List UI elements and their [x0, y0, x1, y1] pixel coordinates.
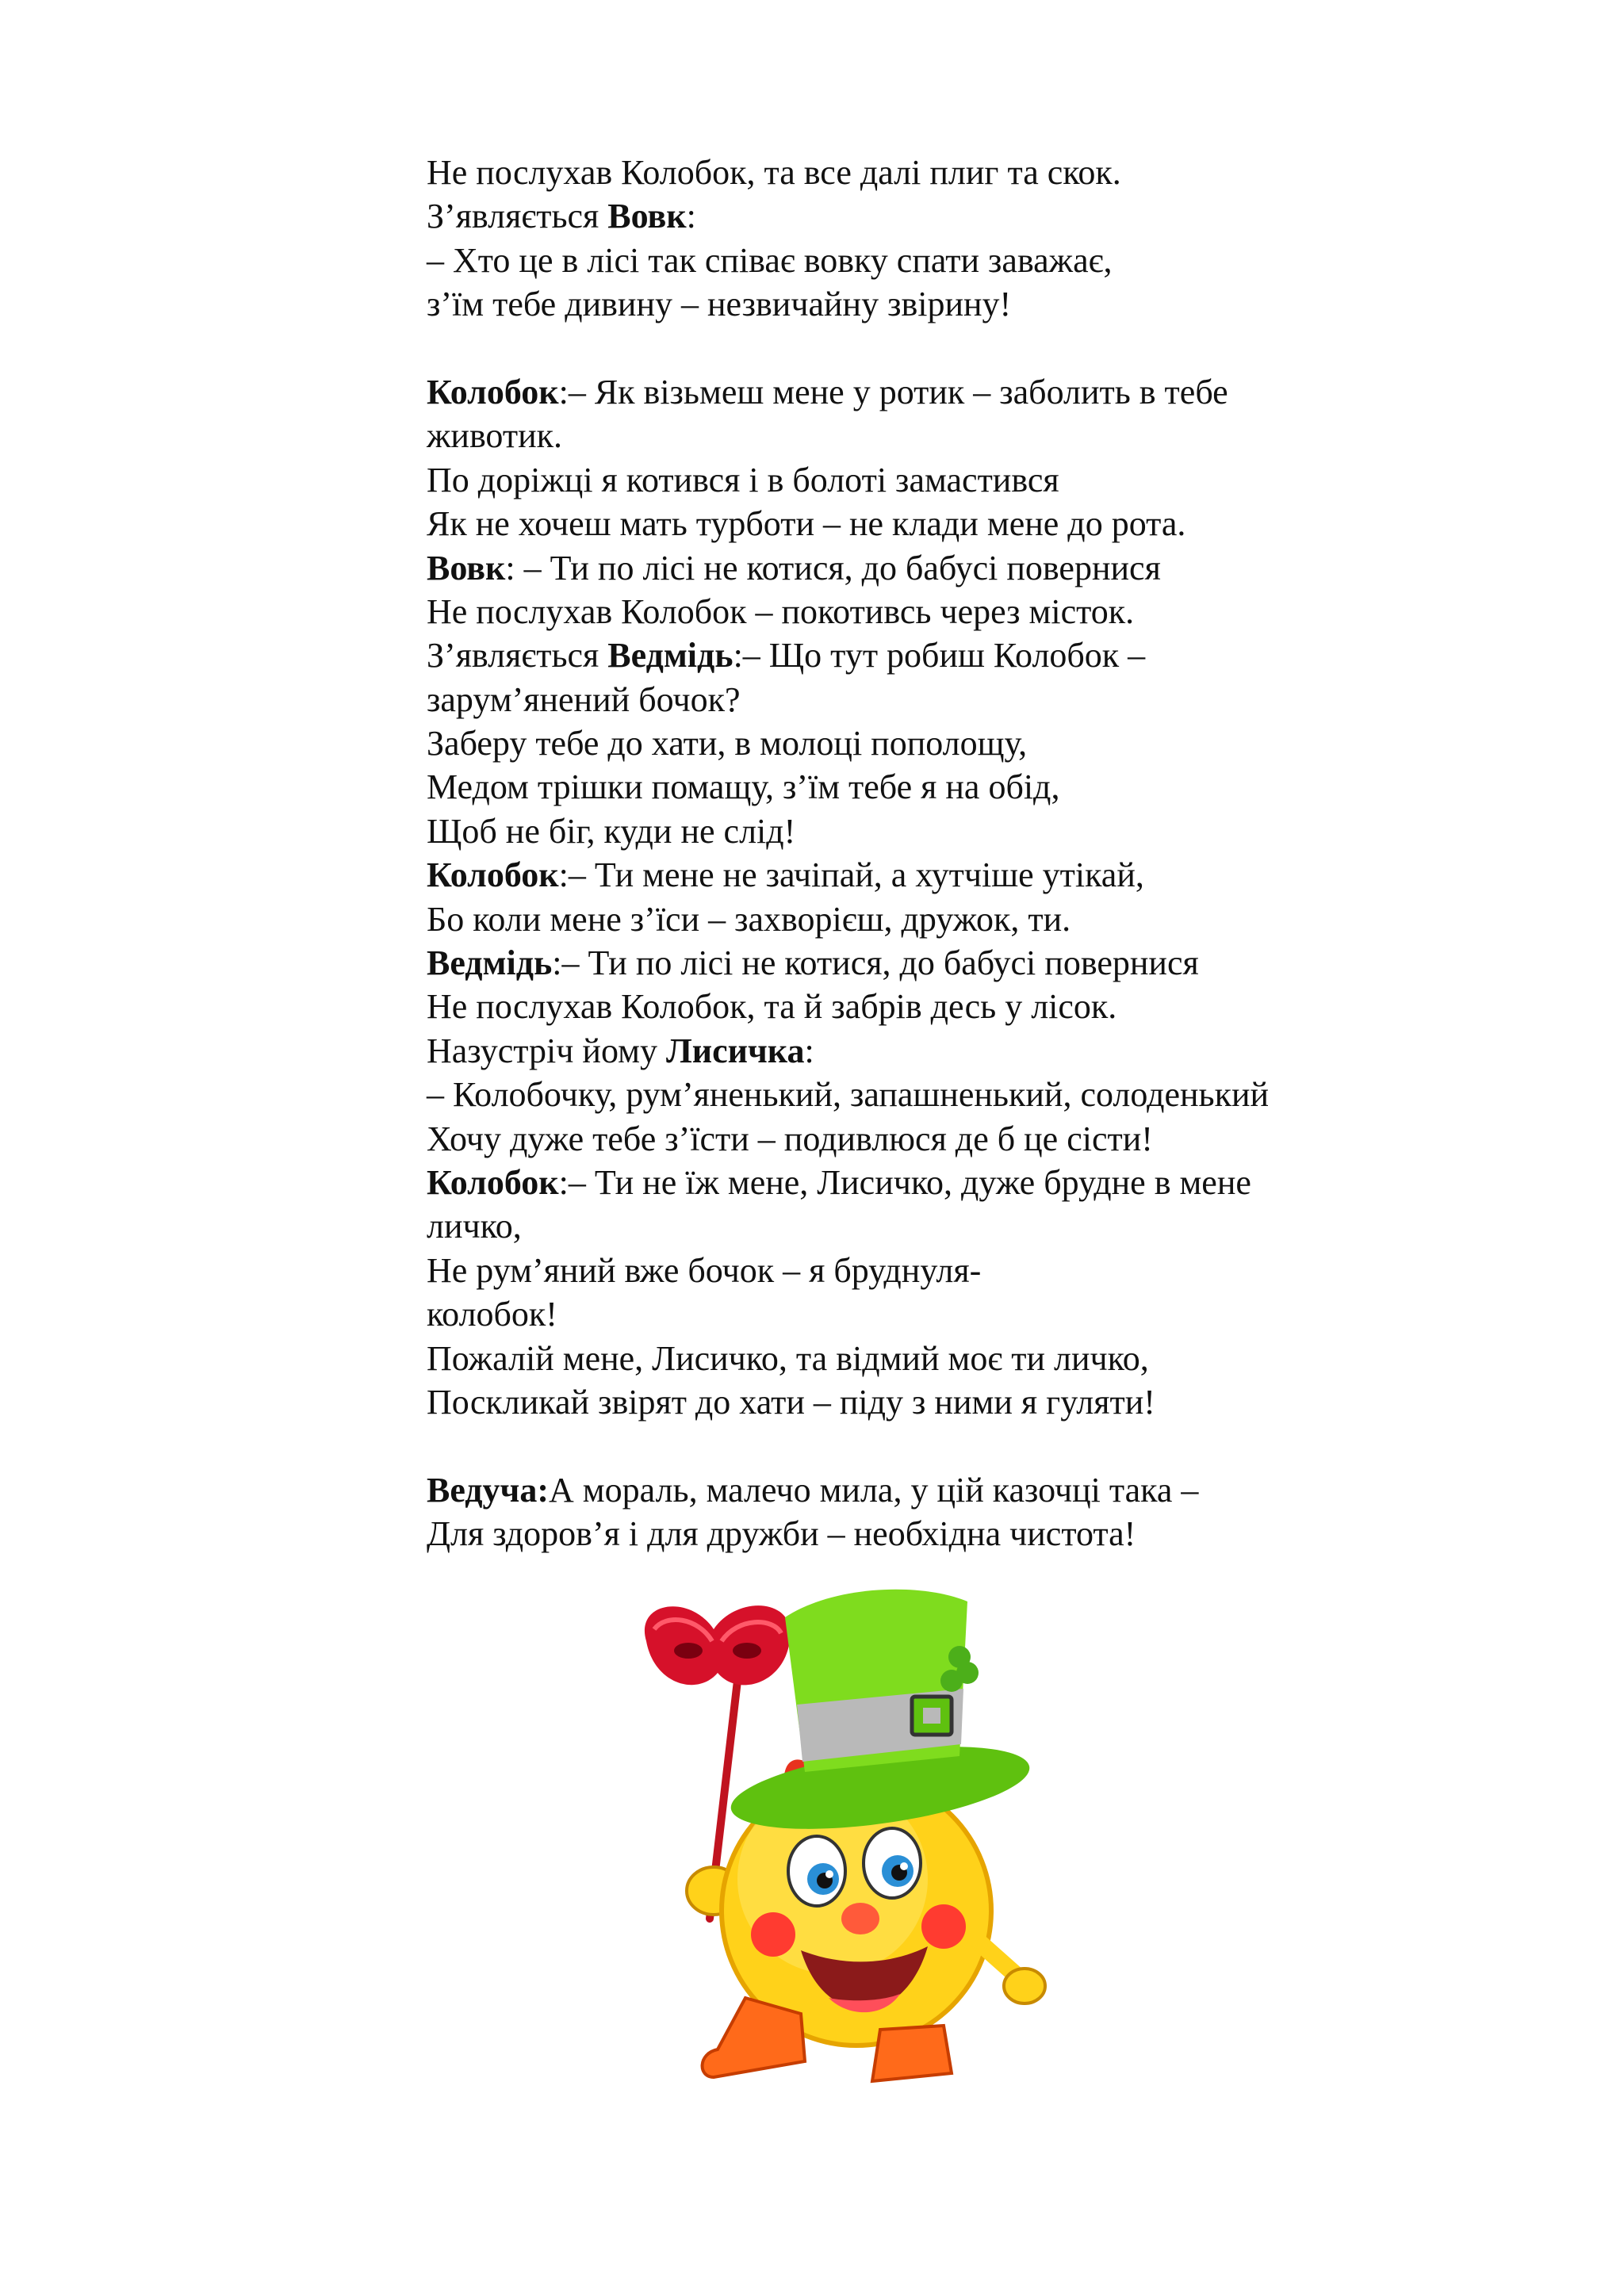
- text-line: Ведуча:А мораль, малечо мила, у цій казочці така –: [427, 1470, 1199, 1510]
- speaker-name: Ведмідь: [607, 636, 733, 675]
- text-line: Колобок:– Як візьмеш мене у ротик – заболить в тебе: [427, 372, 1228, 411]
- text-line: колобок!: [427, 1295, 557, 1334]
- text-line: Не послухав Колобок – покотивсь через місток.: [427, 591, 1135, 631]
- text-line: Хочу дуже тебе з’їсти – подивлюся де б це сісти!: [427, 1119, 1153, 1158]
- text-line: зарум’янений бочок?: [427, 679, 741, 719]
- nose-icon: [841, 1903, 879, 1934]
- text-line: з’їм тебе дивину – незвичайну звірину!: [427, 285, 1012, 324]
- text-line: Щоб не біг, куди не слід!: [427, 811, 796, 851]
- speaker-name: Вовк: [607, 197, 687, 236]
- text-line: З’являється Ведмідь:– Що тут робиш Колобок –: [427, 636, 1146, 675]
- text-line: личко,: [427, 1207, 522, 1246]
- speaker-name: Колобок: [427, 1162, 559, 1202]
- text-line: Вовк: – Ти по лісі не котися, до бабусі повернися: [427, 548, 1161, 587]
- left-cheek: [751, 1912, 795, 1957]
- speaker-name: Вовк: [427, 548, 506, 587]
- speaker-name: Колобок: [427, 855, 559, 895]
- text-line: – Колобочку, рум’яненький, запашненький, солоденький: [427, 1075, 1270, 1115]
- text-line: З’являється Вовк:: [427, 197, 696, 236]
- text-line: Пожалій мене, Лисичко, та відмий моє ти личко,: [427, 1338, 1149, 1378]
- text-line: Для здоров’я і для дружби – необхідна чистота!: [427, 1514, 1136, 1554]
- speaker-name: Ведуча:: [427, 1470, 550, 1510]
- stanza-gap: [427, 327, 1426, 370]
- speaker-name: Ведмідь: [427, 943, 553, 983]
- text-line: Поскликай звірят до хати – піду з ними я гуляти!: [427, 1382, 1155, 1422]
- poem-text: [427, 151, 1426, 1556]
- text-line: животик.: [427, 416, 562, 456]
- text-line: Не послухав Колобок, та й забрів десь у лісок.: [427, 987, 1117, 1027]
- text-line: Назустріч йому Лисичка:: [427, 1031, 814, 1070]
- text-line: Колобок:– Ти не їж мене, Лисичко, дуже брудне в мене: [427, 1162, 1251, 1202]
- speaker-name: Колобок: [427, 372, 559, 411]
- carnival-mask-icon: [645, 1605, 791, 1685]
- right-hand-icon: [979, 1942, 1045, 2003]
- text-line: – Хто це в лісі так співає вовку спати заважає,: [427, 240, 1113, 280]
- kolobok-with-top-hat-and-carnival-mask-icon: [645, 1590, 1045, 2081]
- text-line: Не послухав Колобок, та все далі плиг та скок.: [427, 153, 1121, 192]
- kolobok-illustration: [619, 1586, 1094, 2093]
- text-line: Ведмідь:– Ти по лісі не котися, до бабусі повернися: [427, 943, 1199, 983]
- text-line: Бо коли мене з’їси – захворієш, дружок, ти.: [427, 899, 1071, 939]
- text-line: По доріжці я котився і в болоті замастився: [427, 460, 1059, 499]
- right-cheek: [921, 1904, 966, 1949]
- text-line: Як не хочеш мать турботи – не клади мене до рота.: [427, 504, 1186, 544]
- text-line: Колобок:– Ти мене не зачіпай, а хутчіше утікай,: [427, 855, 1144, 895]
- stanza-gap: [427, 1424, 1426, 1468]
- speaker-name: Лисичка: [665, 1031, 805, 1070]
- text-line: Заберу тебе до хати, в молоці пополощу,: [427, 724, 1028, 763]
- text-line: Не рум’яний вже бочок – я бруднуля-: [427, 1250, 982, 1290]
- text-line: Медом трішки помащу, з’їм тебе я на обід,: [427, 767, 1060, 807]
